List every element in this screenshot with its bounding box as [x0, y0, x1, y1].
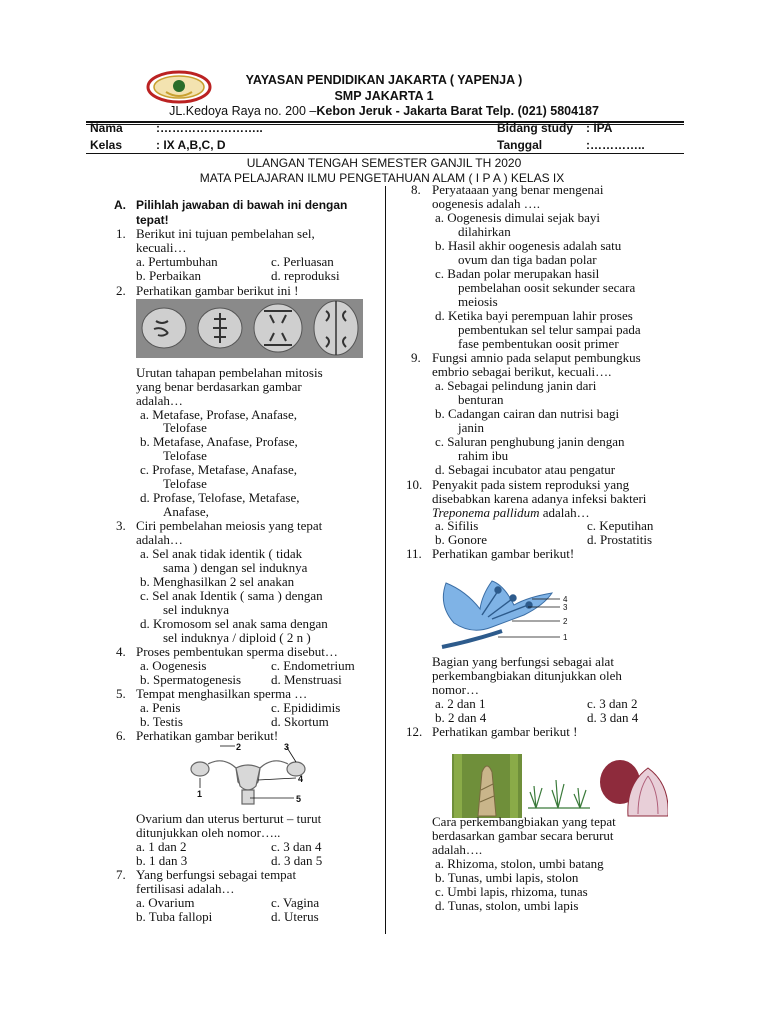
q12-prompt-3: adalah….	[432, 842, 483, 857]
column-divider	[385, 186, 386, 934]
school-address: JL.Kedoya Raya no. 200 –Kebon Jeruk - Jakarta Barat Telp. (021) 5804187	[169, 104, 599, 118]
nama-value: :……………………..	[156, 121, 263, 135]
q8-option-d-3: fase pembentukan oosit primer	[458, 336, 619, 351]
bidang-value: : IPA	[586, 121, 613, 135]
q11-prompt-2: perkembangbiakan ditunjukkan oleh	[432, 668, 622, 683]
q6-prompt-1: Ovarium dan uterus berturut – turut	[136, 811, 322, 826]
kelas-value: : IX A,B,C, D	[156, 138, 226, 152]
bamboo-shoot-image	[452, 754, 522, 818]
q12-text: Perhatikan gambar berikut !	[432, 724, 578, 739]
q7-option-d[interactable]: d. Uterus	[271, 909, 319, 924]
q6-prompt-2: ditunjukkan oleh nomor…..	[136, 825, 281, 840]
q8-text-2: oogenesis adalah ….	[432, 196, 540, 211]
q6-option-a[interactable]: a. 1 dan 2	[136, 839, 187, 854]
q1-number: 1.	[116, 226, 126, 241]
q11-option-c[interactable]: c. 3 dan 2	[587, 696, 638, 711]
kelas-label: Kelas	[90, 138, 123, 152]
q10-text: Penyakit pada sistem reproduksi yang	[432, 477, 630, 492]
q8-option-c-2: pembelahan oosit sekunder secara	[458, 280, 636, 295]
q5-number: 5.	[116, 686, 126, 701]
q3-option-a[interactable]: a. Sel anak tidak identik ( tidak	[140, 546, 303, 561]
q6-text: Perhatikan gambar berikut!	[136, 728, 279, 743]
q2-option-d-2: Anafase,	[163, 504, 209, 519]
onion-image	[598, 756, 668, 818]
q11-text: Perhatikan gambar berikut!	[432, 546, 575, 561]
q3-option-b[interactable]: b. Menghasilkan 2 sel anakan	[140, 574, 295, 589]
q12-option-c[interactable]: c. Umbi lapis, rhizoma, tunas	[435, 884, 588, 899]
nama-label: Nama	[90, 121, 123, 135]
q9-option-c-2: rahim ibu	[458, 448, 509, 463]
q6-number: 6.	[116, 728, 126, 743]
q10-option-d[interactable]: d. Prostatitis	[587, 532, 653, 547]
q5-option-b[interactable]: b. Testis	[140, 714, 183, 729]
q2-text: Perhatikan gambar berikut ini !	[136, 283, 299, 298]
q3-option-d[interactable]: d. Kromosom sel anak sama dengan	[140, 616, 328, 631]
q8-option-b[interactable]: b. Hasil akhir oogenesis adalah satu	[435, 238, 622, 253]
q1-text: Berikut ini tujuan pembelahan sel,	[136, 226, 315, 241]
q4-text: Proses pembentukan sperma disebut…	[136, 644, 338, 659]
q8-option-a[interactable]: a. Oogenesis dimulai sejak bayi	[435, 210, 600, 225]
q7-option-a[interactable]: a. Ovarium	[136, 895, 195, 910]
q2-option-d[interactable]: d. Profase, Telofase, Metafase,	[140, 490, 300, 505]
q9-number: 9.	[411, 350, 421, 365]
q12-prompt-1: Cara perkembangbiakan yang tepat	[432, 814, 616, 829]
mitosis-image	[136, 299, 363, 358]
q11-label-1: 1	[563, 633, 568, 642]
q8-number: 8.	[411, 182, 421, 197]
q4-number: 4.	[116, 644, 126, 659]
q2-option-c-2: Telofase	[163, 476, 207, 491]
exam-subject: MATA PELAJARAN ILMU PENGETAHUAN ALAM ( I P A ) KELAS IX	[199, 171, 565, 185]
q9-option-d[interactable]: d. Sebagai incubator atau pengatur	[435, 462, 616, 477]
q11-label-4: 4	[563, 595, 568, 604]
q3-number: 3.	[116, 518, 126, 533]
q9-option-a-2: benturan	[458, 392, 504, 407]
q4-option-a[interactable]: a. Oogenesis	[140, 658, 207, 673]
q11-option-b[interactable]: b. 2 dan 4	[435, 710, 487, 725]
q8-option-c-3: meiosis	[458, 294, 498, 309]
q4-option-c[interactable]: c. Endometrium	[271, 658, 355, 673]
q2-prompt-2: yang benar berdasarkan gambar	[136, 379, 302, 394]
q6-option-c[interactable]: c. 3 dan 4	[271, 839, 322, 854]
tanggal-label: Tanggal	[497, 138, 543, 152]
info-rule	[86, 153, 684, 154]
q6-label-3: 3	[284, 742, 290, 752]
q11-option-d[interactable]: d. 3 dan 4	[587, 710, 639, 725]
q2-option-a-2: Telofase	[163, 420, 207, 435]
q12-number: 12.	[406, 724, 423, 739]
q11-label-3: 3	[563, 603, 568, 612]
q2-option-b-2: Telofase	[163, 448, 207, 463]
q8-option-c[interactable]: c. Badan polar merupakan hasil	[435, 266, 600, 281]
q10-option-b[interactable]: b. Gonore	[435, 532, 487, 547]
q8-option-b-2: ovum dan tiga badan polar	[458, 252, 597, 267]
q8-text: Peryataaan yang benar mengenai	[432, 182, 604, 197]
q6-option-b[interactable]: b. 1 dan 3	[136, 853, 188, 868]
q9-option-a[interactable]: a. Sebagai pelindung janin dari	[435, 378, 597, 393]
foundation-name: YAYASAN PENDIDIKAN JAKARTA ( YAPENJA )	[245, 73, 523, 87]
q6-label-2: 2	[236, 742, 242, 752]
q7-option-b[interactable]: b. Tuba fallopi	[136, 909, 213, 924]
q5-text: Tempat menghasilkan sperma …	[136, 686, 308, 701]
q12-option-d[interactable]: d. Tunas, stolon, umbi lapis	[435, 898, 579, 913]
q12-option-b[interactable]: b. Tunas, umbi lapis, stolon	[435, 870, 579, 885]
q3-text: Ciri pembelahan meiosis yang tepat	[136, 518, 323, 533]
exam-title: ULANGAN TENGAH SEMESTER GANJIL TH 2020	[246, 156, 522, 170]
q6-label-5: 5	[296, 794, 302, 804]
q2-prompt-3: adalah…	[136, 393, 183, 408]
q3-option-c-2: sel induknya	[163, 602, 230, 617]
q1-option-b[interactable]: b. Perbaikan	[136, 268, 201, 283]
q2-number: 2.	[116, 283, 126, 298]
q8-option-a-2: dilahirkan	[458, 224, 511, 239]
q11-option-a[interactable]: a. 2 dan 1	[435, 696, 486, 711]
q7-option-c[interactable]: c. Vagina	[271, 895, 320, 910]
q3-option-a-2: sama ) dengan sel induknya	[163, 560, 308, 575]
q4-option-d[interactable]: d. Menstruasi	[271, 672, 342, 687]
q10-text-3: Treponema pallidum adalah…	[432, 505, 590, 520]
q11-number: 11.	[406, 546, 422, 561]
q6-label-1: 1	[197, 789, 203, 799]
q1-option-d[interactable]: d. reproduksi	[271, 268, 340, 283]
flower-diagram	[432, 575, 572, 651]
q9-text: Fungsi amnio pada selaput pembungkus	[432, 350, 641, 365]
q3-option-d-2: sel induknya / diploid ( 2 n )	[163, 630, 311, 645]
q9-option-b[interactable]: b. Cadangan cairan dan nutrisi bagi	[435, 406, 620, 421]
q9-text-2: embrio sebagai berikut, kecuali….	[432, 364, 612, 379]
runner-plant-image	[526, 762, 592, 812]
tanggal-value: :…………..	[586, 138, 645, 152]
q5-option-c[interactable]: c. Epididimis	[271, 700, 341, 715]
q6-label-4: 4	[298, 774, 304, 784]
q7-text: Yang berfungsi sebagai tempat	[136, 867, 297, 882]
q6-option-d[interactable]: d. 3 dan 5	[271, 853, 323, 868]
q10-option-c[interactable]: c. Keputihan	[587, 518, 654, 533]
q1-option-c[interactable]: c. Perluasan	[271, 254, 334, 269]
q8-option-d[interactable]: d. Ketika bayi perempuan lahir proses	[435, 308, 633, 323]
school-name: SMP JAKARTA 1	[334, 89, 434, 103]
q5-option-a[interactable]: a. Penis	[140, 700, 181, 715]
q2-option-a[interactable]: a. Metafase, Profase, Anafase,	[140, 407, 298, 422]
section-letter: A.	[114, 198, 126, 212]
bidang-label: Bidang study	[497, 121, 574, 135]
q9-option-c[interactable]: c. Saluran penghubung janin dengan	[435, 434, 625, 449]
q7-text-2: fertilisasi adalah…	[136, 881, 235, 896]
q10-text-2: disebabkan karena adanya infeksi bakteri	[432, 491, 647, 506]
q11-prompt-3: nomor…	[432, 682, 479, 697]
q3-text-2: adalah…	[136, 532, 183, 547]
q8-option-d-2: pembentukan sel telur sampai pada	[458, 322, 641, 337]
section-instruction-1: Pilihlah jawaban di bawah ini dengan	[136, 198, 348, 212]
q2-option-b[interactable]: b. Metafase, Anafase, Profase,	[140, 434, 298, 449]
female-reproductive-diagram	[178, 742, 313, 808]
q4-option-b[interactable]: b. Spermatogenesis	[140, 672, 242, 687]
q11-label-2: 2	[563, 617, 568, 626]
q11-prompt-1: Bagian yang berfungsi sebagai alat	[432, 654, 614, 669]
q12-option-a[interactable]: a. Rhizoma, stolon, umbi batang	[435, 856, 604, 871]
q10-option-a[interactable]: a. Sifilis	[435, 518, 479, 533]
q12-prompt-2: berdasarkan gambar secara berurut	[432, 828, 614, 843]
q1-text-2: kecuali…	[136, 240, 187, 255]
q1-option-a[interactable]: a. Pertumbuhan	[136, 254, 218, 269]
q5-option-d[interactable]: d. Skortum	[271, 714, 329, 729]
q10-number: 10.	[406, 477, 423, 492]
q3-option-c[interactable]: c. Sel anak Identik ( sama ) dengan	[140, 588, 323, 603]
q2-option-c[interactable]: c. Profase, Metafase, Anafase,	[140, 462, 298, 477]
q9-option-b-2: janin	[458, 420, 484, 435]
q2-prompt-1: Urutan tahapan pembelahan mitosis	[136, 365, 323, 380]
q7-number: 7.	[116, 867, 126, 882]
section-instruction-2: tepat!	[136, 213, 169, 227]
